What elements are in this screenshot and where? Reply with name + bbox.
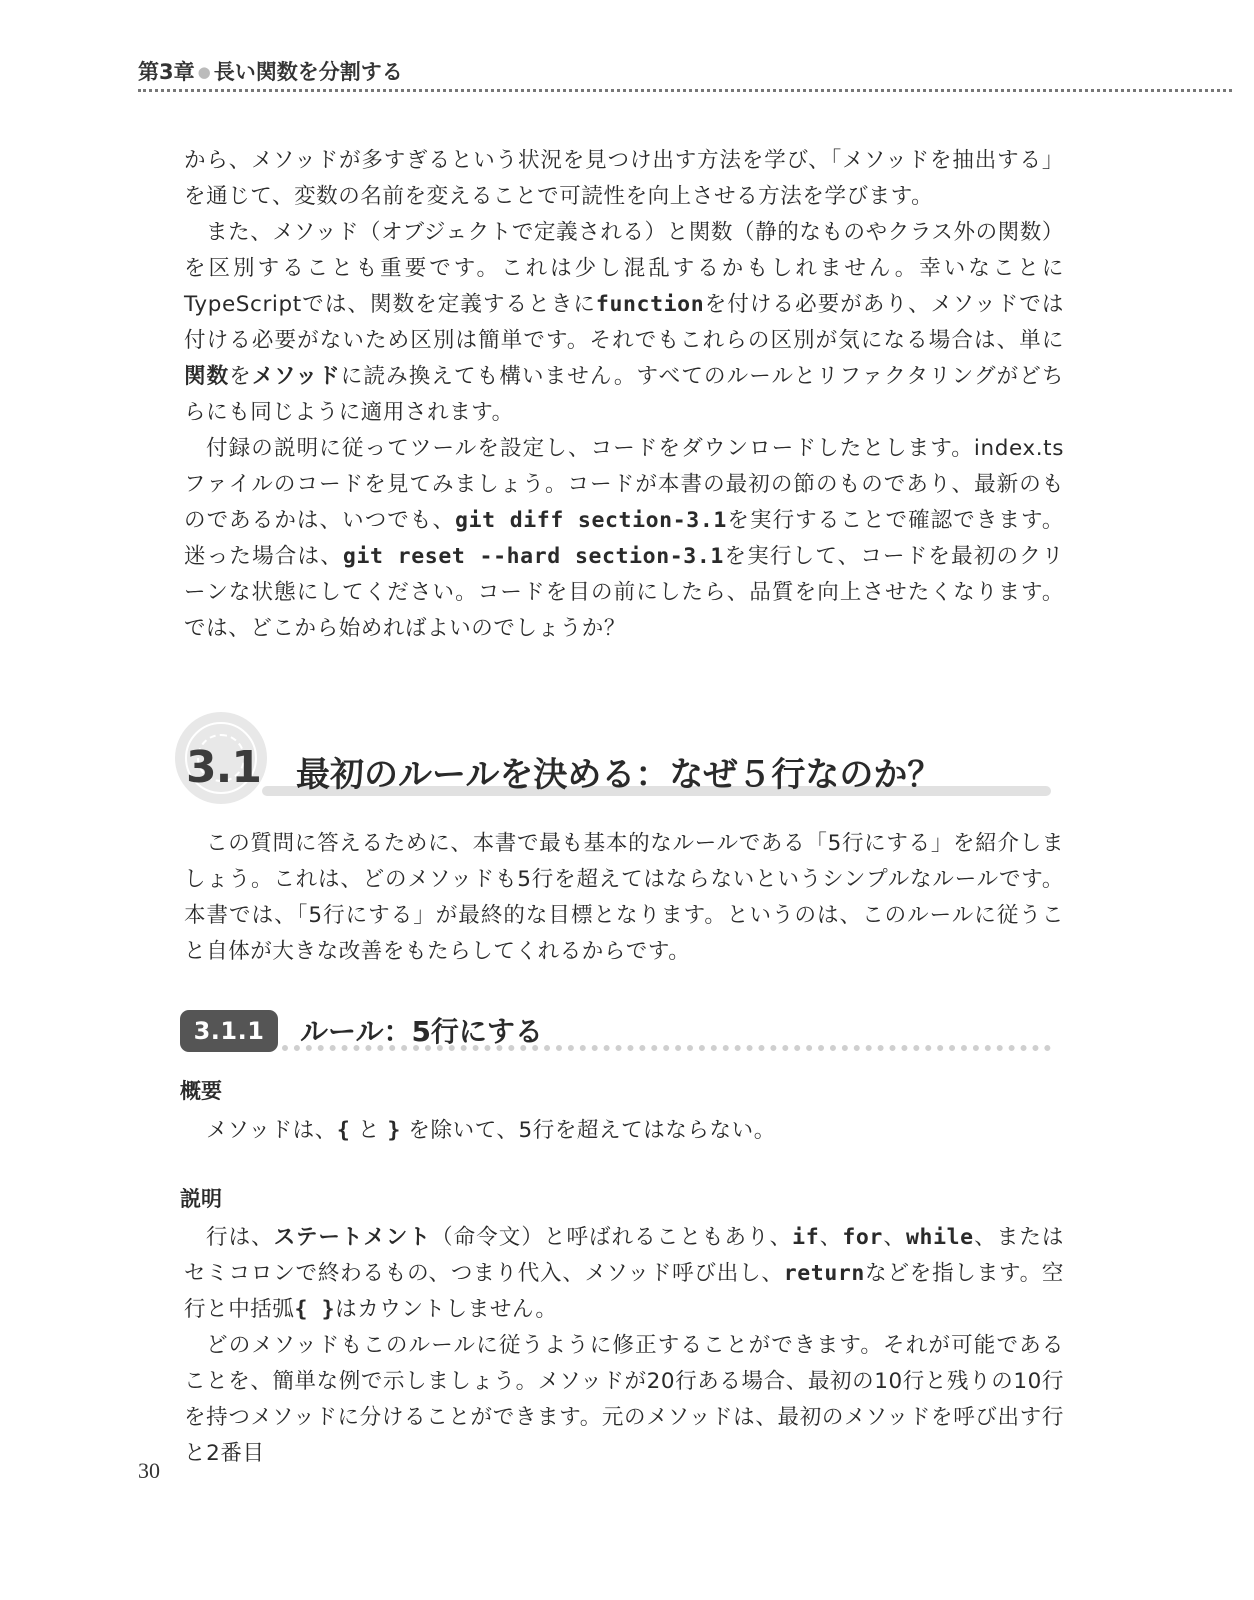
- intro-paragraph-1: から、メソッドが多すぎるという状況を見つけ出す方法を学び、「メソッドを抽出する」を通じて、変数の名前を変えることで可読性を向上させる方法を学びます。: [184, 148, 1064, 209]
- summary-label: 概要: [180, 1079, 222, 1103]
- explanation-paragraph-2: どのメソッドもこのルールに従うように修正することができます。それが可能であることを、簡単な例で示しましょう。メソッドが20行ある場合、最初の10行と残りの10行を持つメソッドに分けることができます。元のメソッドは、最初のメソッドを呼び出す行と2番目: [184, 1333, 1064, 1466]
- bold-term-function: 関数: [184, 364, 230, 389]
- intro-paragraph-3: [184, 431, 1064, 647]
- text-run: 、またはセミコロンで終わるもの、つまり代入、メソッド呼び出し、: [184, 1225, 1065, 1286]
- text-run: また、メソッド（オブジェクトで定義される）と関数（静的なものやクラス外の関数）を区別することも重要です。これは少し混乱するかもしれません。幸いなことにTypeScriptでは、関数を定義するときに: [184, 220, 1064, 317]
- chapter-label: 第3章: [138, 60, 195, 84]
- code-function: function: [595, 292, 705, 317]
- section-title: 最初のルールを決める：なぜ５行なのか？: [296, 755, 942, 795]
- code-braces: { }: [294, 1297, 336, 1322]
- explanation-paragraph: [184, 1220, 1064, 1328]
- text-run: 、: [819, 1225, 843, 1250]
- section-text: [184, 826, 1064, 970]
- code-if: if: [792, 1225, 820, 1250]
- intro-text: [184, 143, 1064, 647]
- text-run: メソッドは、: [206, 1118, 337, 1143]
- summary-paragraph: [184, 1113, 1064, 1149]
- code-return: return: [783, 1261, 865, 1286]
- code-open-brace: {: [336, 1118, 351, 1143]
- text-run: を除いて、5行を超えてはならない。: [400, 1118, 776, 1143]
- header-divider: [138, 89, 1232, 92]
- bullet-dot-icon: ●: [197, 63, 211, 81]
- bold-term-statement: ステートメント: [273, 1225, 432, 1250]
- code-git-diff: git diff section-3.1: [455, 508, 727, 533]
- explanation-text: [184, 1220, 1064, 1472]
- text-run: を実行することで確認できます。迷った場合は、: [184, 508, 1064, 569]
- subsection-title: ルール：5行にする: [300, 1015, 543, 1048]
- intro-paragraph-2: [184, 215, 1064, 431]
- text-run: に読み換えても構いません。すべてのルールとリファクタリングがどちらにも同じように適用されます。: [184, 364, 1065, 425]
- code-for: for: [842, 1225, 883, 1250]
- chapter-title: 長い関数を分割する: [213, 60, 403, 84]
- text-run: を実行して、コードを最初のクリーンな状態にしてください。コードを目の前にしたら、品質を向上させたくなります。では、どこから始めればよいのでしょうか？: [184, 544, 1065, 641]
- summary-text: [184, 1113, 1064, 1149]
- text-run: （命令文）と呼ばれることもあり、: [431, 1225, 793, 1250]
- code-close-brace: }: [387, 1118, 401, 1143]
- running-header: [138, 56, 403, 86]
- text-run: と: [350, 1118, 388, 1143]
- subsection-number-badge: 3.1.1: [180, 1010, 278, 1052]
- text-run: などを指します。空行と中括弧: [184, 1261, 1065, 1322]
- code-while: while: [906, 1225, 974, 1250]
- text-run: 行は、: [206, 1225, 274, 1250]
- text-run: 、: [882, 1225, 906, 1250]
- page-number: 30: [138, 1458, 160, 1483]
- bold-term-method: メソッド: [251, 364, 341, 389]
- text-run: はカウントしません。: [335, 1297, 558, 1322]
- code-git-reset: git reset --hard section-3.1: [342, 544, 724, 569]
- text-run: を: [229, 364, 252, 389]
- section-paragraph: この質問に答えるために、本書で最も基本的なルールである「5行にする」を紹介しましょう。これは、どのメソッドも5行を超えてはならないというシンプルなルールです。本書では、「5行にする」が最終的な目標となります。というのは、このルールに従うこと自体が大きな改善をもたらしてくれるからです。: [184, 831, 1064, 964]
- section-number: 3.1: [186, 742, 261, 793]
- text-run: 付録の説明に従ってツールを設定し、コードをダウンロードしたとします。index.tsファイルのコードを見てみましょう。コードが本書の最初の節のものであり、最新のものであるかは、いつでも、: [184, 436, 1064, 533]
- text-run: を付ける必要があり、メソッドでは付ける必要がないため区別は簡単です。それでもこれらの区別が気になる場合は、単に: [184, 292, 1064, 353]
- explanation-label: 説明: [180, 1187, 222, 1211]
